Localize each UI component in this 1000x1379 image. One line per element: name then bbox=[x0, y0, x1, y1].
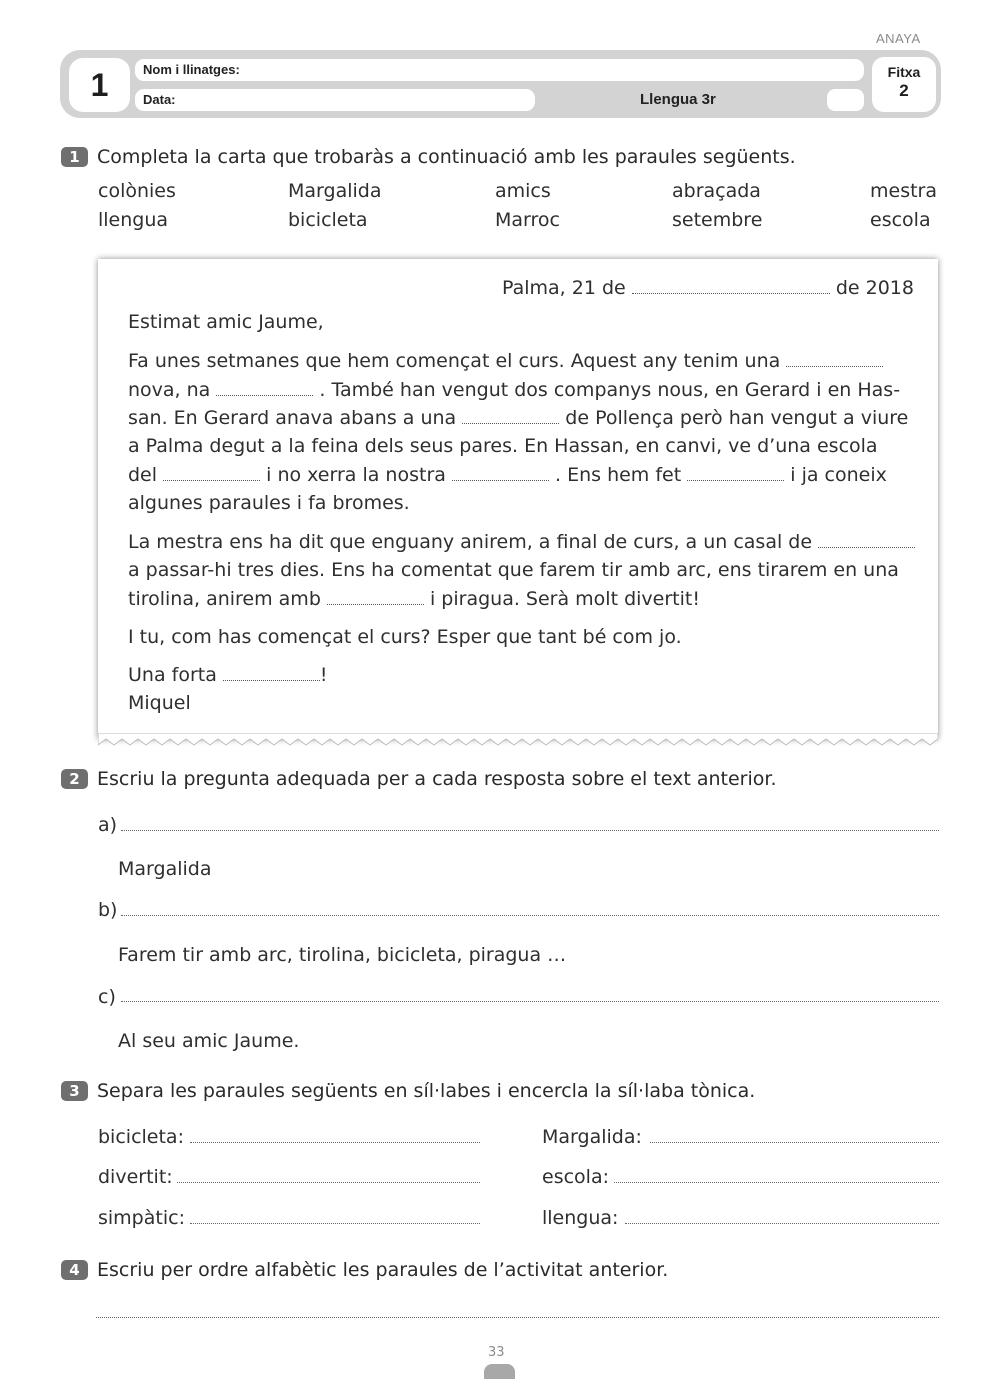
letter-text: ! bbox=[319, 664, 328, 686]
word-bank-item: abraçada bbox=[672, 180, 761, 202]
exercise-number-badge: 2 bbox=[61, 769, 88, 789]
answer-line[interactable] bbox=[121, 1000, 939, 1002]
blank-box bbox=[827, 89, 864, 111]
letter-line bbox=[128, 407, 908, 429]
blank-gap[interactable] bbox=[327, 590, 424, 605]
answer-line[interactable] bbox=[121, 829, 939, 831]
letter-date-end: de 2018 bbox=[835, 277, 914, 299]
syllable-word: simpàtic: bbox=[98, 1207, 185, 1229]
torn-edge bbox=[98, 733, 938, 749]
blank-gap[interactable] bbox=[818, 533, 915, 548]
publisher-logo: ANAYA bbox=[876, 31, 921, 46]
sheet-label: Fitxa bbox=[887, 64, 921, 80]
item-answer: Margalida bbox=[118, 858, 212, 880]
letter-text: tirolina, anirem amb bbox=[128, 588, 321, 610]
syllable-answer-line[interactable] bbox=[177, 1181, 480, 1183]
date-field[interactable] bbox=[135, 89, 535, 111]
exercise-2-heading bbox=[61, 768, 777, 790]
exercise-4-heading bbox=[61, 1259, 668, 1281]
item-label: b) bbox=[98, 899, 118, 921]
letter-line bbox=[128, 350, 883, 372]
letter-text: i piragua. Serà molt divertit! bbox=[429, 588, 700, 610]
letter-date-line bbox=[502, 277, 914, 299]
item-label: a) bbox=[98, 814, 118, 836]
letter-line bbox=[128, 435, 878, 457]
word-bank-item: mestra bbox=[870, 180, 938, 202]
letter-text: de Pollença però han vengut a viure bbox=[565, 407, 909, 429]
page-number: 33 bbox=[488, 1345, 505, 1360]
letter-greeting: Estimat amic Jaume, bbox=[128, 311, 324, 333]
word-bank-item: setembre bbox=[672, 209, 763, 231]
word-bank-item: Margalida bbox=[288, 180, 382, 202]
blank-month[interactable] bbox=[632, 279, 830, 294]
letter-text: . Ens hem fet bbox=[555, 464, 682, 486]
syllable-word: llengua: bbox=[542, 1207, 619, 1229]
blank-gap[interactable] bbox=[786, 352, 883, 367]
letter-text: nova, na bbox=[128, 379, 211, 401]
blank-gap[interactable] bbox=[163, 466, 260, 481]
letter-closing bbox=[128, 664, 328, 686]
letter-text: i ja coneix bbox=[790, 464, 887, 486]
syllable-word: bicicleta: bbox=[98, 1126, 184, 1148]
exercise-instruction: Separa les paraules següents en síl·labes i encercla la síl·laba tònica. bbox=[97, 1080, 756, 1102]
item-answer: Al seu amic Jaume. bbox=[118, 1030, 300, 1052]
word-bank-item: colònies bbox=[98, 180, 176, 202]
letter-date-start: Palma, 21 de bbox=[502, 277, 626, 299]
blank-gap[interactable] bbox=[687, 466, 784, 481]
letter-line bbox=[128, 626, 682, 648]
syllable-answer-line[interactable] bbox=[650, 1141, 939, 1143]
blank-gap[interactable] bbox=[452, 466, 549, 481]
answer-line[interactable] bbox=[121, 914, 939, 916]
name-field[interactable] bbox=[135, 59, 864, 81]
exercise-1-heading bbox=[61, 146, 796, 168]
letter-line bbox=[128, 559, 899, 581]
letter-text: . També han vengut dos companys nous, en Gerard i en Has- bbox=[319, 379, 901, 401]
letter-text: La mestra ens ha dit que enguany anirem, a final de curs, a un casal de bbox=[128, 531, 813, 553]
word-bank-item: amics bbox=[495, 180, 551, 202]
letter-text: Una forta bbox=[128, 664, 217, 686]
blank-gap[interactable] bbox=[216, 381, 313, 396]
letter-text: i no xerra la nostra bbox=[266, 464, 446, 486]
word-bank-item: Marroc bbox=[495, 209, 560, 231]
sheet-box bbox=[872, 57, 936, 112]
exercise-number-badge: 4 bbox=[61, 1260, 88, 1280]
exercise-number-badge: 1 bbox=[61, 147, 88, 167]
alphabetical-answer-line[interactable] bbox=[96, 1316, 939, 1318]
word-bank-item: bicicleta bbox=[288, 209, 368, 231]
letter-text: a Palma degut a la feina dels seus pares. En Hassan, en canvi, ve d’una escola bbox=[128, 435, 878, 457]
subject-label: Llengua 3r bbox=[640, 91, 716, 108]
syllable-answer-line[interactable] bbox=[190, 1141, 480, 1143]
letter-text: I tu, com has començat el curs? Esper que tant bé com jo. bbox=[128, 626, 682, 648]
syllable-answer-line[interactable] bbox=[614, 1181, 939, 1183]
sheet-number: 2 bbox=[899, 81, 909, 100]
item-answer: Farem tir amb arc, tirolina, bicicleta, piragua … bbox=[118, 944, 567, 966]
page-tab bbox=[484, 1364, 515, 1379]
date-label: Data: bbox=[143, 92, 176, 107]
syllable-answer-line[interactable] bbox=[625, 1222, 939, 1224]
word-bank-item: llengua bbox=[98, 209, 169, 231]
item-label: c) bbox=[98, 986, 116, 1008]
letter-text: a passar-hi tres dies. Ens ha comentat que farem tir amb arc, ens tirarem en una bbox=[128, 559, 899, 581]
letter-line bbox=[128, 531, 915, 553]
exercise-3-heading bbox=[61, 1080, 755, 1102]
letter-text: san. En Gerard anava abans a una bbox=[128, 407, 457, 429]
syllable-word: divertit: bbox=[98, 1166, 173, 1188]
exercise-number-badge: 3 bbox=[61, 1081, 88, 1101]
blank-gap[interactable] bbox=[223, 666, 320, 681]
letter-line bbox=[128, 379, 900, 401]
exercise-instruction: Completa la carta que trobaràs a continuació amb les paraules següents. bbox=[97, 146, 796, 168]
letter-signature: Miquel bbox=[128, 692, 191, 714]
exercise-instruction: Escriu per ordre alfabètic les paraules de l’activitat anterior. bbox=[97, 1259, 669, 1281]
blank-gap[interactable] bbox=[462, 409, 559, 424]
letter-line bbox=[128, 588, 700, 610]
name-label: Nom i llinatges: bbox=[143, 62, 240, 77]
syllable-word: escola: bbox=[542, 1166, 609, 1188]
letter-text: algunes paraules i fa bromes. bbox=[128, 492, 410, 514]
syllable-answer-line[interactable] bbox=[190, 1222, 480, 1224]
letter-text: del bbox=[128, 464, 158, 486]
word-bank-item: escola bbox=[870, 209, 931, 231]
unit-number: 1 bbox=[69, 58, 130, 112]
letter-line bbox=[128, 492, 410, 514]
letter-text: Fa unes setmanes que hem començat el curs. Aquest any tenim una bbox=[128, 350, 781, 372]
exercise-instruction: Escriu la pregunta adequada per a cada resposta sobre el text anterior. bbox=[97, 768, 777, 790]
letter-line bbox=[128, 464, 887, 486]
syllable-word: Margalida: bbox=[542, 1126, 642, 1148]
